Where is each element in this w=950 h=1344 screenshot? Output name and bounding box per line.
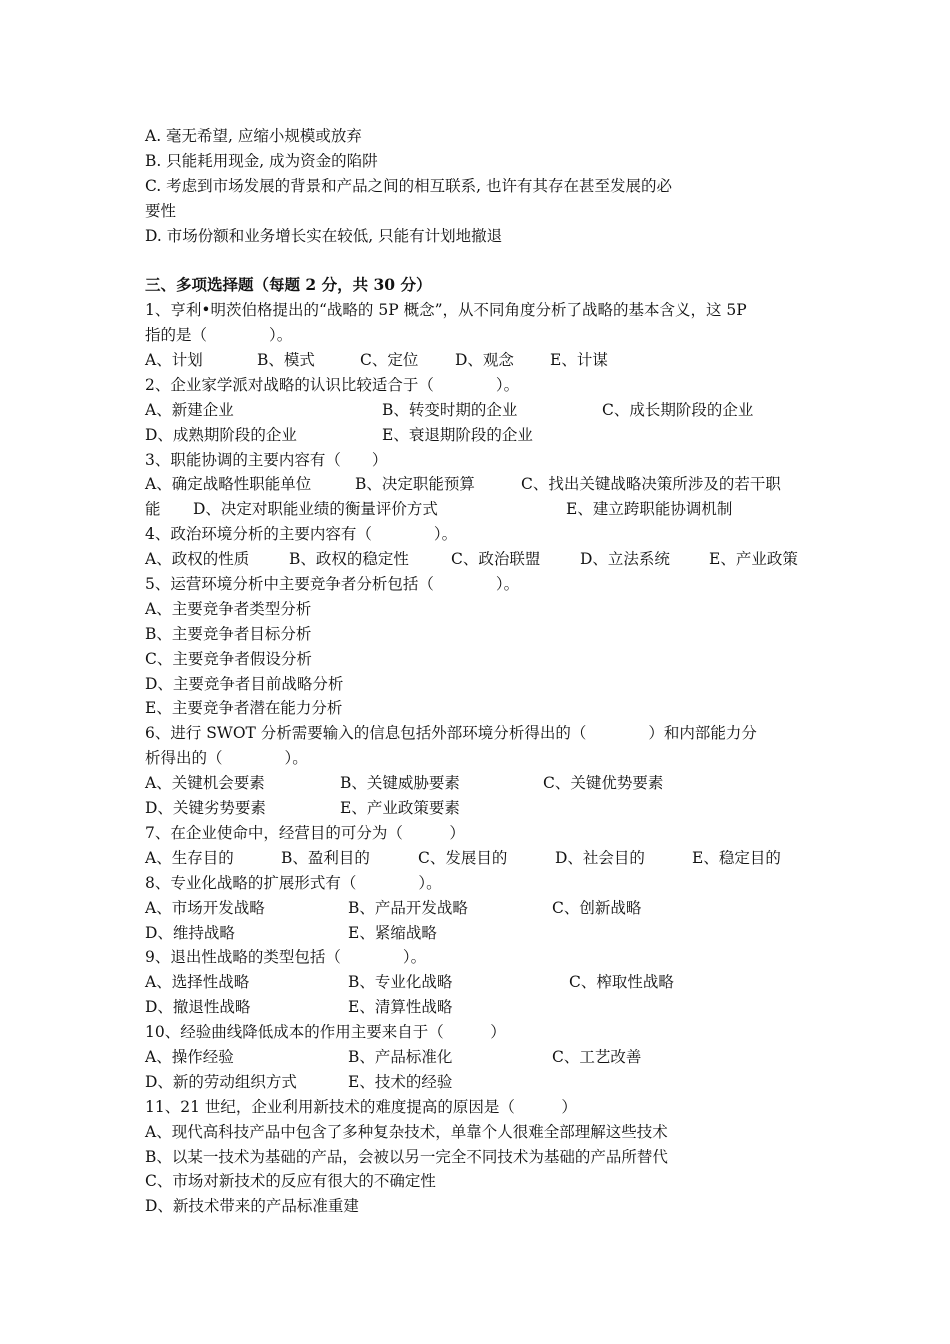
q1-option-e: E、计谋 xyxy=(550,351,608,370)
q5-option-d: D、主要竞争者目前战略分析 xyxy=(145,674,344,693)
q10-option-a: A、操作经验 xyxy=(145,1047,234,1066)
prev-option-a: A. 毫无希望, 应缩小规模或放弃 xyxy=(145,127,362,145)
question-4-stem: 4、政治环境分析的主要内容有（ ）。 xyxy=(145,525,458,544)
q4-option-b: B、政权的稳定性 xyxy=(289,550,409,569)
question-6-stem-continued: 析得出的（ ）。 xyxy=(145,749,308,768)
question-1-stem-continued: 指的是（ ）。 xyxy=(145,326,293,345)
q8-option-b: B、产品开发战略 xyxy=(348,898,468,917)
q6-option-d: D、关键劣势要素 xyxy=(145,799,266,818)
q8-option-e: E、紧缩战略 xyxy=(348,923,437,942)
q8-option-a: A、市场开发战略 xyxy=(145,898,265,917)
question-10-options-row2 xyxy=(145,1070,815,1095)
q11-option-a: A、现代高科技产品中包含了多种复杂技术，单靠个人很难全部理解这些技术 xyxy=(145,1122,668,1141)
q6-option-e: E、产业政策要素 xyxy=(340,799,460,818)
question-9-options-row2 xyxy=(145,995,815,1020)
question-9-stem: 9、退出性战略的类型包括（ ）。 xyxy=(145,948,427,967)
q7-option-e: E、稳定目的 xyxy=(692,848,781,867)
q4-option-d: D、立法系统 xyxy=(580,550,670,569)
q4-option-c: C、政治联盟 xyxy=(451,550,541,569)
question-2-options-row2 xyxy=(145,423,815,448)
q5-option-c: C、主要竞争者假设分析 xyxy=(145,649,312,668)
q5-option-a: A、主要竞争者类型分析 xyxy=(145,599,312,618)
section-title: 三、多项选择题（每题 2 分，共 30 分） xyxy=(145,275,432,295)
question-1-options xyxy=(145,348,815,373)
question-7-stem: 7、在企业使命中，经营目的可分为（ ） xyxy=(145,823,465,842)
q9-option-d: D、撤退性战略 xyxy=(145,998,251,1017)
q9-option-c: C、榨取性战略 xyxy=(569,973,674,992)
q8-option-c: C、创新战略 xyxy=(552,898,642,917)
q7-option-a: A、生存目的 xyxy=(145,848,234,867)
q4-option-a: A、政权的性质 xyxy=(145,550,250,569)
q10-option-d: D、新的劳动组织方式 xyxy=(145,1072,297,1091)
question-9-options-row1 xyxy=(145,970,815,995)
q1-option-d: D、观念 xyxy=(455,351,514,370)
q3-option-c: C、找出关键战略决策所涉及的若干职 xyxy=(521,475,781,494)
q2-option-c: C、成长期阶段的企业 xyxy=(602,400,754,419)
q7-option-d: D、社会目的 xyxy=(555,848,645,867)
question-2-stem: 2、企业家学派对战略的认识比较适合于（ ）。 xyxy=(145,375,520,394)
question-3-stem: 3、职能协调的主要内容有（ ） xyxy=(145,450,388,469)
question-5-stem: 5、运营环境分析中主要竞争者分析包括（ ）。 xyxy=(145,575,520,594)
q4-option-e: E、产业政策 xyxy=(709,550,798,569)
q5-option-b: B、主要竞争者目标分析 xyxy=(145,624,312,643)
question-10-stem: 10、经验曲线降低成本的作用主要来自于（ ） xyxy=(145,1023,506,1042)
prev-option-c-continued: 要性 xyxy=(145,201,177,220)
q3-option-b: B、决定职能预算 xyxy=(355,475,475,494)
page-content xyxy=(145,124,815,1219)
q11-option-c: C、市场对新技术的反应有很大的不确定性 xyxy=(145,1172,436,1191)
question-8-stem: 8、专业化战略的扩展形式有（ ）。 xyxy=(145,873,442,892)
question-3-options-row1 xyxy=(145,472,815,497)
q10-option-c: C、工艺改善 xyxy=(552,1047,642,1066)
question-6-stem: 6、进行 SWOT 分析需要输入的信息包括外部环境分析得出的（ ）和内部能力分 xyxy=(145,724,757,743)
q1-option-a: A、计划 xyxy=(145,351,203,370)
question-6-options-row2 xyxy=(145,796,815,821)
q2-option-a: A、新建企业 xyxy=(145,400,234,419)
question-2-options-row1 xyxy=(145,398,815,423)
q2-option-e: E、衰退期阶段的企业 xyxy=(382,425,533,444)
q6-option-a: A、关键机会要素 xyxy=(145,774,265,793)
question-3-options-row2 xyxy=(145,497,815,522)
question-7-options xyxy=(145,846,815,871)
q11-option-b: B、以某一技术为基础的产品，会被以另一完全不同技术为基础的产品所替代 xyxy=(145,1147,668,1166)
q8-option-d: D、维持战略 xyxy=(145,923,235,942)
prev-option-d: D. 市场份额和业务增长实在较低, 只能有计划地撤退 xyxy=(145,226,503,245)
q9-option-a: A、选择性战略 xyxy=(145,973,250,992)
q6-option-c: C、关键优势要素 xyxy=(543,774,664,793)
q2-option-b: B、转变时期的企业 xyxy=(382,400,518,419)
q7-option-c: C、发展目的 xyxy=(418,848,508,867)
q6-option-b: B、关键威胁要素 xyxy=(340,774,460,793)
q2-option-d: D、成熟期阶段的企业 xyxy=(145,425,297,444)
question-1-stem: 1、亨利•明茨伯格提出的“战略的 5P 概念”，从不同角度分析了战略的基本含义，这 5P xyxy=(145,301,747,320)
q3-option-e: E、建立跨职能协调机制 xyxy=(566,500,733,519)
q10-option-b: B、产品标准化 xyxy=(348,1047,453,1066)
question-8-options-row1 xyxy=(145,896,815,921)
q11-option-d: D、新技术带来的产品标准重建 xyxy=(145,1197,359,1216)
q9-option-b: B、专业化战略 xyxy=(348,973,453,992)
q3-option-a: A、确定战略性职能单位 xyxy=(145,475,312,494)
q10-option-e: E、技术的经验 xyxy=(348,1072,453,1091)
q7-option-b: B、盈利目的 xyxy=(281,848,370,867)
prev-option-b: B. 只能耗用现金, 成为资金的陷阱 xyxy=(145,151,378,170)
question-4-options xyxy=(145,547,815,572)
question-11-stem: 11、21 世纪，企业利用新技术的难度提高的原因是（ ） xyxy=(145,1097,577,1116)
q5-option-e: E、主要竞争者潜在能力分析 xyxy=(145,699,343,718)
q3-option-d: D、决定对职能业绩的衡量评价方式 xyxy=(193,500,438,519)
question-8-options-row2 xyxy=(145,921,815,946)
q9-option-e: E、清算性战略 xyxy=(348,998,453,1017)
q1-option-c: C、定位 xyxy=(360,351,419,370)
question-6-options-row1 xyxy=(145,771,815,796)
q3-option-c-continued: 能 xyxy=(145,500,161,519)
question-10-options-row1 xyxy=(145,1045,815,1070)
q1-option-b: B、模式 xyxy=(257,351,315,370)
prev-option-c: C. 考虑到市场发展的背景和产品之间的相互联系, 也许有其存在甚至发展的必 xyxy=(145,176,673,195)
blank-line xyxy=(145,248,815,273)
